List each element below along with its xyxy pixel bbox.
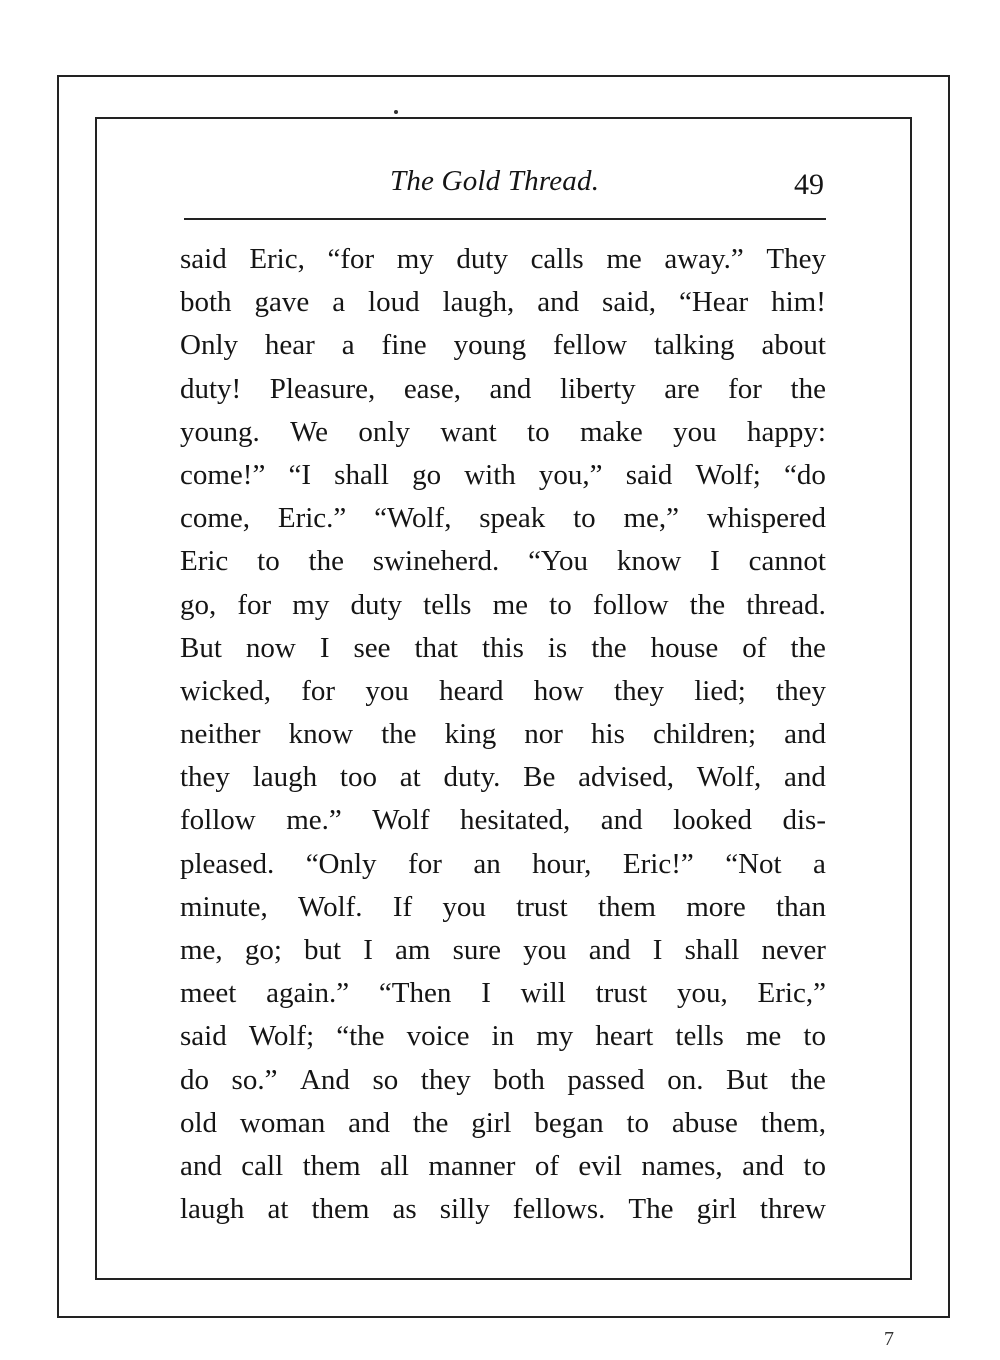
text-line: said Wolf; “the voice in my heart tells me to [180, 1020, 826, 1053]
text-line: meet again.” “Then I will trust you, Eric,” [180, 977, 826, 1010]
text-line: pleased. “Only for an hour, Eric!” “Not a [180, 847, 826, 880]
text-line: duty! Pleasure, ease, and liberty are for the [180, 372, 826, 405]
text-line: said Eric, “for my duty calls me away.” They [180, 243, 826, 275]
text-line: go, for my duty tells me to follow the thread. [180, 588, 826, 621]
running-head [180, 160, 826, 210]
text-line: young. We only want to make you happy: [180, 415, 826, 448]
text-line: minute, Wolf. If you trust them more than [180, 890, 826, 923]
text-line: Only hear a fine young fellow talking about [180, 329, 826, 362]
text-line: both gave a loud laugh, and said, “Hear him! [180, 286, 826, 319]
text-line: laugh at them as silly fellows. The girl threw [180, 1193, 826, 1226]
signature-mark: 7 [884, 1328, 894, 1350]
text-line: Eric to the swineherd. “You know I cannot [180, 545, 826, 578]
header-rule [184, 218, 826, 220]
text-line: they laugh too at duty. Be advised, Wolf, and [180, 761, 826, 794]
body-text [180, 238, 826, 1231]
text-line: old woman and the girl began to abuse them, [180, 1106, 826, 1139]
text-line: come, Eric.” “Wolf, speak to me,” whispered [180, 502, 826, 535]
text-line: me, go; but I am sure you and I shall never [180, 934, 826, 966]
text-line: wicked, for you heard how they lied; they [180, 674, 826, 707]
text-line: neither know the king nor his children; and [180, 718, 826, 751]
page-number: 49 [794, 168, 824, 201]
text-line: come!” “I shall go with you,” said Wolf; “do [180, 458, 826, 491]
text-line: do so.” And so they both passed on. But the [180, 1063, 826, 1096]
text-line: But now I see that this is the house of the [180, 631, 826, 664]
running-title: The Gold Thread. [390, 165, 600, 197]
text-line: follow me.” Wolf hesitated, and looked dis- [180, 804, 826, 837]
print-speck [394, 110, 398, 114]
text-line: and call them all manner of evil names, and to [180, 1149, 826, 1182]
